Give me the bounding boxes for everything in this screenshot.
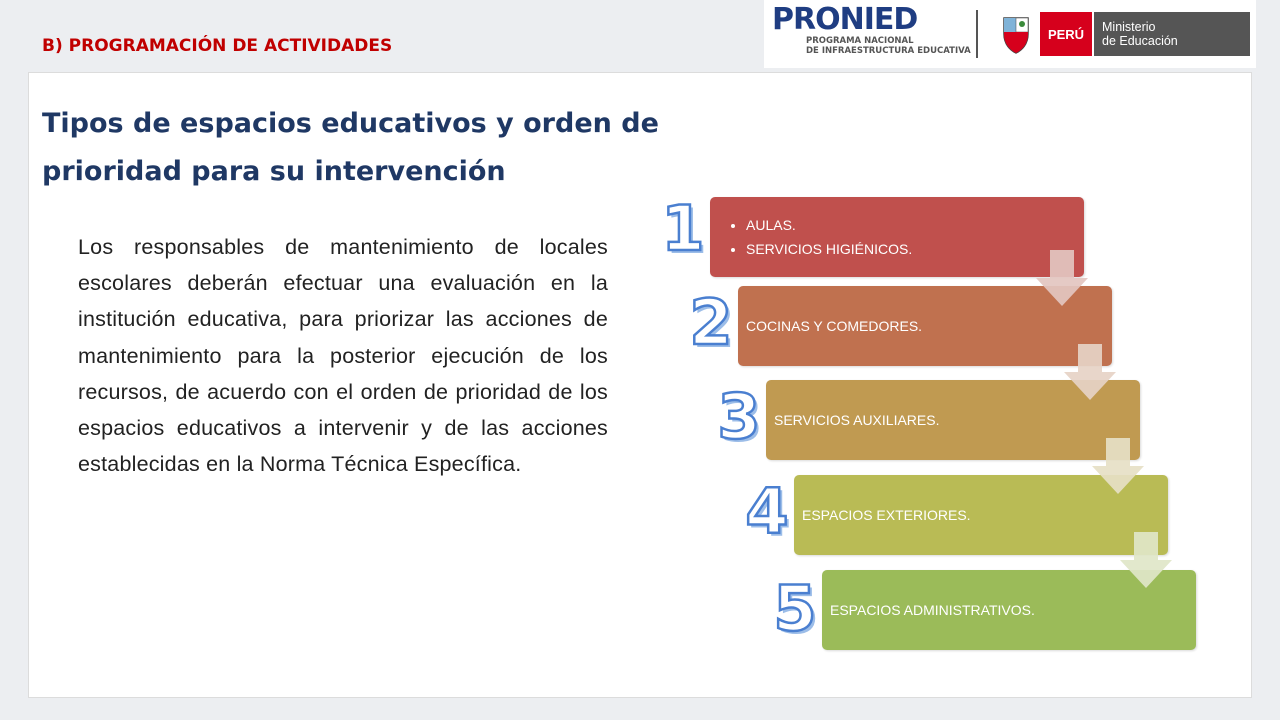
slide-title: Tipos de espacios educativos y orden de prioridad para su intervención bbox=[42, 108, 659, 187]
priority-step-1-item: • SERVICIOS HIGIÉNICOS. bbox=[746, 237, 912, 261]
ministry-line1: Ministerio bbox=[1102, 20, 1156, 34]
priority-step-4-label: ESPACIOS EXTERIORES. bbox=[802, 507, 971, 523]
down-arrow-icon bbox=[1036, 250, 1088, 308]
pronied-subtitle-line2: DE INFRAESTRUCTURA EDUCATIVA bbox=[806, 46, 971, 56]
section-label: B) PROGRAMACIÓN DE ACTIVIDADES bbox=[42, 36, 393, 56]
priority-number-2: 2 bbox=[689, 286, 733, 359]
priority-number-1: 1 bbox=[661, 192, 705, 265]
body-paragraph: Los responsables de mantenimiento de locales escolares deberán efectuar una evaluación en la institución educativa, para priorizar las acciones de mantenimiento para la posterior ejecución de los recursos, de acuerdo con el orden de prioridad de los espacios educativos a intervenir y de las acciones establecidas en la Norma Técnica Específica. bbox=[78, 235, 608, 477]
pronied-logo: PRONIED bbox=[772, 2, 918, 37]
priority-number-5: 5 bbox=[773, 572, 817, 645]
priority-step-5-label: ESPACIOS ADMINISTRATIVOS. bbox=[830, 602, 1035, 618]
down-arrow-icon bbox=[1092, 438, 1144, 496]
logo-banner bbox=[764, 0, 1256, 68]
pronied-subtitle bbox=[806, 36, 971, 56]
logo-divider bbox=[976, 10, 978, 58]
priority-step-1 bbox=[710, 197, 1084, 277]
priority-number-4: 4 bbox=[745, 475, 789, 548]
pronied-subtitle-line1: PROGRAMA NACIONAL bbox=[806, 36, 914, 46]
ministry-line2: de Educación bbox=[1102, 34, 1178, 48]
peru-badge: PERÚ bbox=[1040, 12, 1092, 56]
priority-step-1-list bbox=[710, 213, 912, 261]
priority-step-2-label: COCINAS Y COMEDORES. bbox=[746, 318, 923, 334]
priority-step-3-label: SERVICIOS AUXILIARES. bbox=[774, 412, 940, 428]
down-arrow-icon bbox=[1120, 532, 1172, 590]
down-arrow-icon bbox=[1064, 344, 1116, 402]
priority-number-3: 3 bbox=[717, 380, 761, 453]
ministry-badge bbox=[1094, 12, 1250, 56]
priority-step-1-item: • AULAS. bbox=[746, 213, 912, 237]
peru-coat-of-arms-icon bbox=[994, 12, 1038, 56]
